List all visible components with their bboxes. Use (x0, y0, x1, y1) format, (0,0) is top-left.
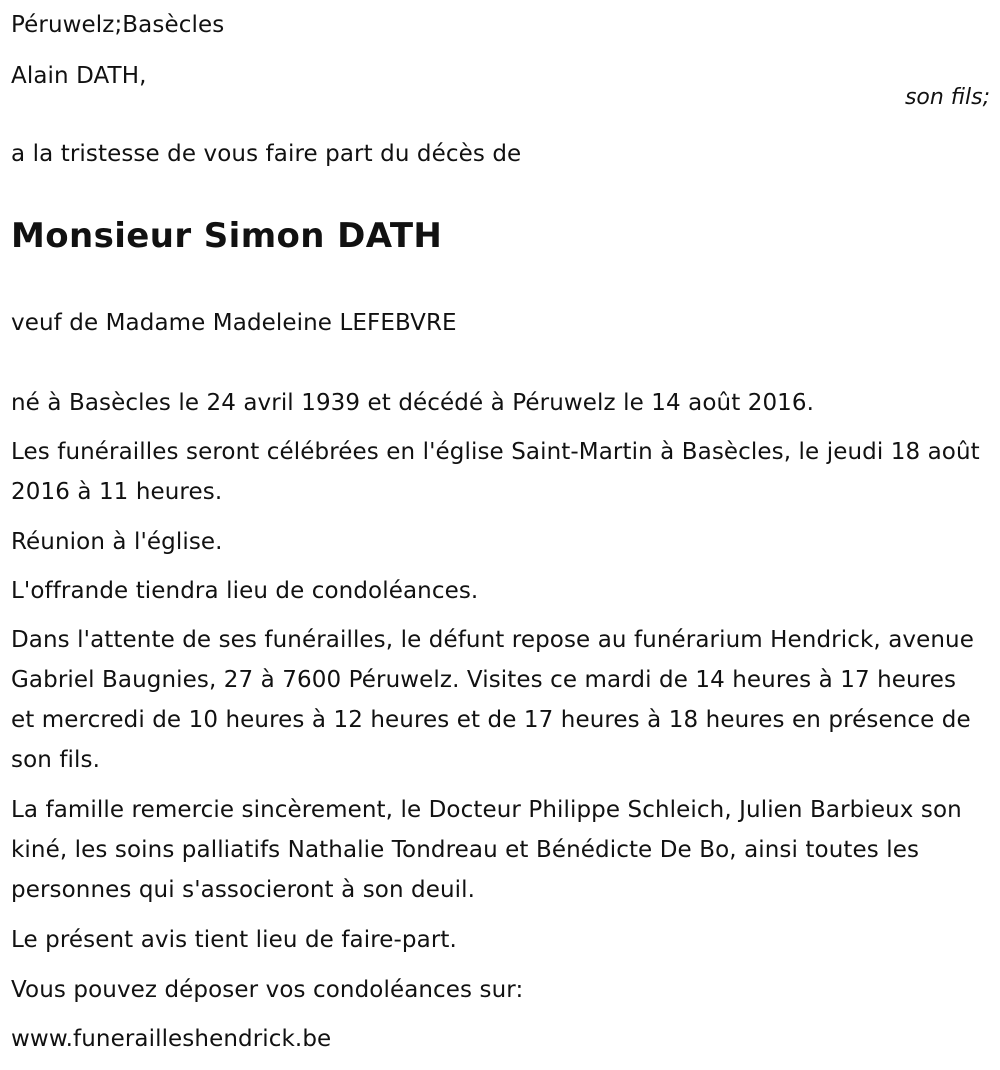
website-link[interactable]: www.funerailleshendrick.be (11, 1026, 332, 1052)
location: Péruwelz;Basècles (11, 12, 225, 38)
notice-line: Le présent avis tient lieu de faire-part. (11, 927, 457, 953)
repose-paragraph: Dans l'attente de ses funérailles, le défunt repose au funérarium Hendrick, avenue Gabriel Baugnies, 27 à 7600 Péruwelz. Visites ce mardi de 14 heures à 17 heures et mercredi de 10 heures à 12 heures et de 17 heures à 18 heures en présence de son fils. (11, 627, 974, 773)
announcer-name: Alain DATH, (11, 63, 147, 89)
announcer-relation: son fils; (904, 85, 990, 110)
birth-death-line: né à Basècles le 24 avril 1939 et décédé à Péruwelz le 14 août 2016. (11, 390, 815, 416)
offering-line: L'offrande tiendra lieu de condoléances. (11, 578, 479, 604)
intro-text: a la tristesse de vous faire part du décès de (11, 141, 522, 167)
funeral-paragraph: Les funérailles seront célébrées en l'église Saint-Martin à Basècles, le jeudi 18 août 2016 à 11 heures. (11, 439, 980, 505)
condolences-prompt: Vous pouvez déposer vos condoléances sur: (11, 977, 524, 1003)
spouse-line: veuf de Madame Madeleine LEFEBVRE (11, 310, 457, 336)
meeting-line: Réunion à l'église. (11, 529, 223, 555)
deceased-name: Monsieur Simon DATH (11, 216, 443, 256)
thanks-paragraph: La famille remercie sincèrement, le Docteur Philippe Schleich, Julien Barbieux son kiné, les soins palliatifs Nathalie Tondreau et Bénédicte De Bo, ainsi toutes les personnes qui s'associeront à son deuil. (11, 797, 962, 903)
